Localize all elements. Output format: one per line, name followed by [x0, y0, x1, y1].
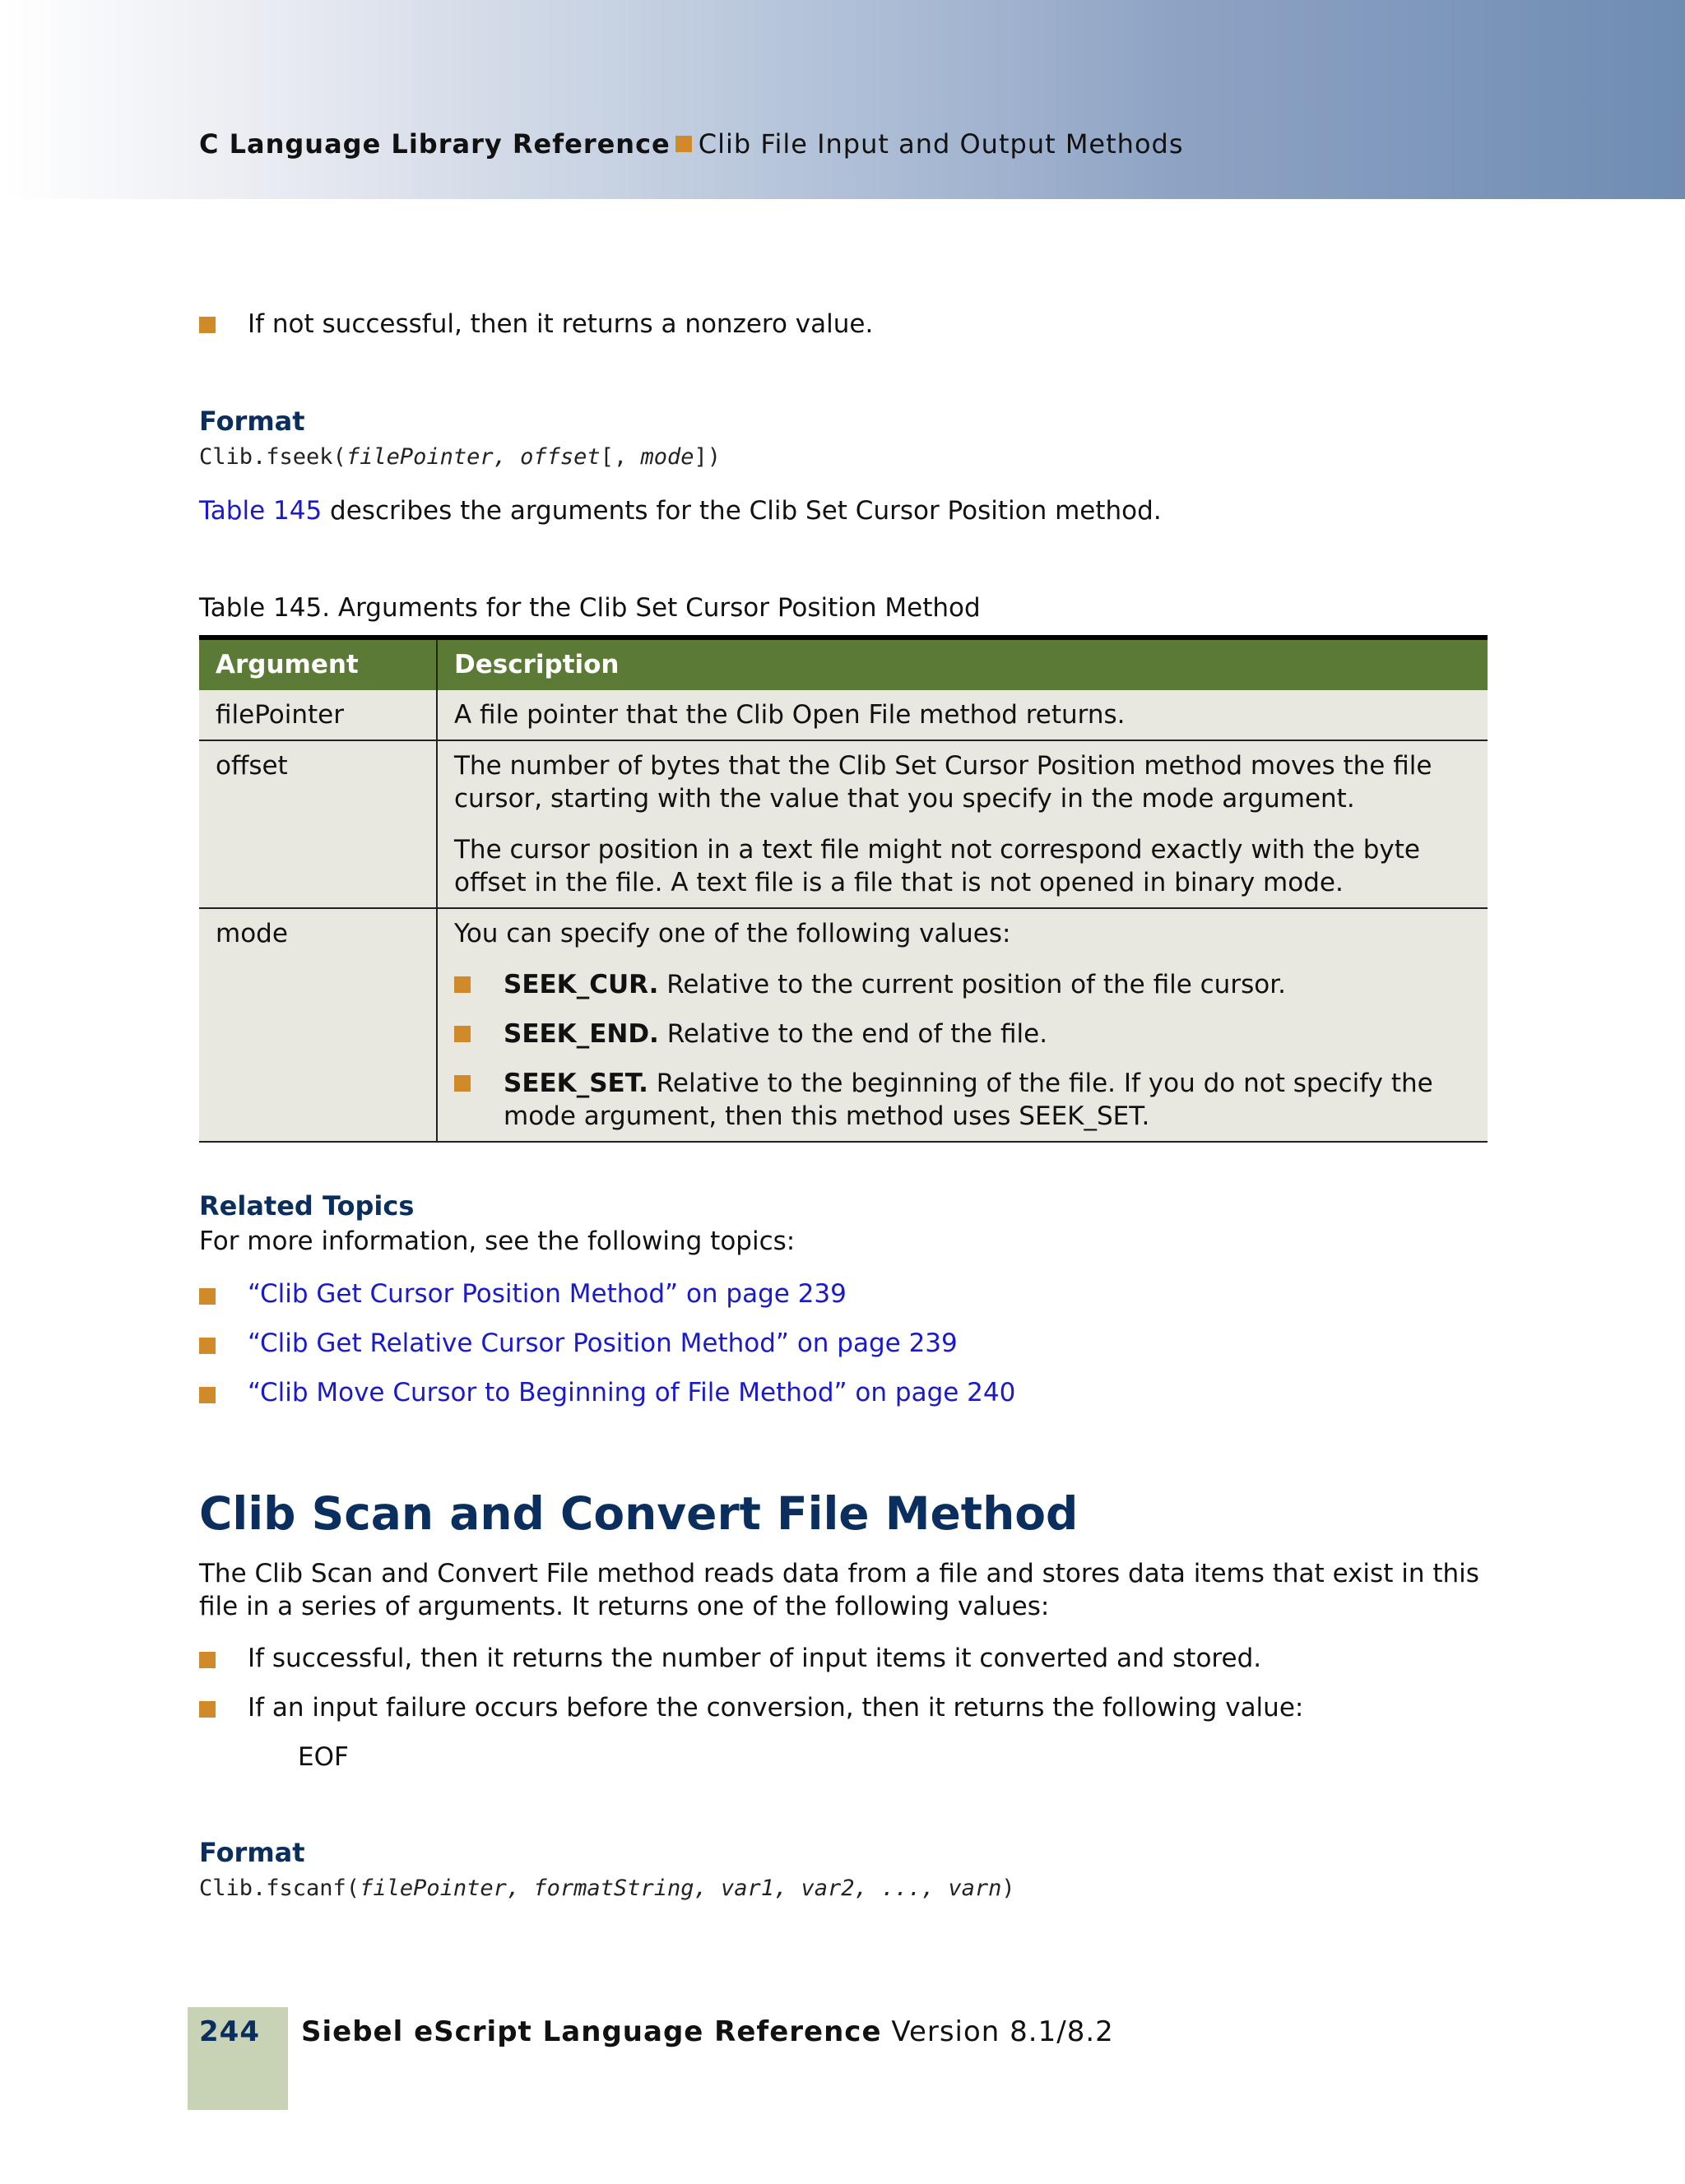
code-args: filePointer, offset [346, 444, 601, 470]
header-separator-icon [675, 136, 692, 152]
description-text: You can specify one of the following values: [454, 919, 1011, 948]
footer-book-title [301, 2015, 1114, 2048]
table-header-row [199, 638, 1488, 690]
bullet-square-icon [199, 1652, 216, 1668]
related-topics-heading: Related Topics [199, 1190, 415, 1222]
list-item [454, 968, 1471, 1001]
table-reference-text: describes the arguments for the Clib Set Cursor Position method. [322, 496, 1162, 526]
description-cell [437, 740, 1488, 908]
table-reference-sentence [199, 496, 1162, 526]
section-title: Clib Scan and Convert File Method [199, 1487, 1079, 1540]
bullet-square-icon [199, 1338, 216, 1354]
bullet-square-icon [454, 1075, 471, 1092]
list-item [454, 1018, 1471, 1050]
bullet-square-icon [199, 1701, 216, 1718]
book-title: Siebel eScript Language Reference [301, 2015, 882, 2048]
page-number: 244 [199, 2015, 260, 2048]
bullet-square-icon [199, 317, 216, 333]
format-heading: Format [199, 406, 305, 437]
section-paragraph-line: The Clib Scan and Convert File method reads data from a file and stores data items that exist in this [199, 1559, 1479, 1588]
description-text: The number of bytes that the Clib Set Cursor Position method moves the file cursor, starting with the value that you specify in the mode argument. [454, 751, 1432, 814]
code-close: ]) [694, 444, 721, 470]
table-145-link[interactable]: Table 145 [199, 496, 323, 526]
table-row [199, 908, 1488, 1142]
code-function: Clib.fscanf( [199, 1876, 360, 1901]
description-cell [437, 908, 1488, 1142]
argument-cell: mode [199, 908, 437, 1142]
table-row [199, 690, 1488, 740]
description-text: A file pointer that the Clib Open File method returns. [454, 700, 1126, 730]
return-value-bullet: If an input failure occurs before the conversion, then it returns the following value: [248, 1693, 1304, 1723]
section-paragraph-line: file in a series of arguments. It returns one of the following values: [199, 1592, 1050, 1621]
description-text: The cursor position in a text file might not correspond exactly with the byte offset in the file. A text file is a file that is not opened in binary mode. [454, 835, 1420, 897]
running-header [199, 128, 1184, 160]
code-bracket: [, [600, 444, 641, 470]
table-caption: Table 145. Arguments for the Clib Set Cursor Position Method [199, 593, 981, 623]
list-item [454, 1067, 1471, 1133]
code-mode-arg: mode [640, 444, 694, 470]
related-link[interactable]: “Clib Move Cursor to Beginning of File Method” on page 240 [248, 1378, 1016, 1407]
mode-values-list [454, 968, 1471, 1133]
format-code [199, 1876, 1015, 1901]
header-chapter: C Language Library Reference [199, 128, 671, 160]
header-section: Clib File Input and Output Methods [698, 128, 1184, 160]
related-link[interactable]: “Clib Get Relative Cursor Position Method” on page 239 [248, 1328, 958, 1358]
bullet-square-icon [199, 1387, 216, 1403]
table-row [199, 740, 1488, 908]
format-heading: Format [199, 1837, 305, 1868]
column-header-argument: Argument [199, 638, 437, 690]
description-cell [437, 690, 1488, 740]
column-header-description: Description [437, 638, 1488, 690]
value-description: Relative to the beginning of the file. If you do not specify the mode argument, then this method uses SEEK_SET. [504, 1069, 1433, 1131]
eof-value: EOF [298, 1742, 349, 1772]
code-function: Clib.fseek( [199, 444, 346, 470]
value-description: Relative to the current position of the file cursor. [658, 970, 1286, 999]
value-term: SEEK_CUR. [504, 970, 659, 999]
bullet-square-icon [199, 1288, 216, 1305]
bullet-square-icon [454, 976, 471, 993]
code-close: ) [1001, 1876, 1015, 1901]
argument-cell: offset [199, 740, 437, 908]
bullet-square-icon [454, 1026, 471, 1042]
value-term: SEEK_END. [504, 1019, 659, 1049]
intro-bullet-text: If not successful, then it returns a nonzero value. [248, 309, 874, 339]
arguments-table [199, 635, 1488, 1143]
related-link[interactable]: “Clib Get Cursor Position Method” on page 239 [248, 1279, 847, 1309]
value-term: SEEK_SET. [504, 1069, 648, 1098]
format-code [199, 444, 721, 470]
argument-cell: filePointer [199, 690, 437, 740]
book-version: Version 8.1/8.2 [891, 2015, 1114, 2048]
related-topics-intro: For more information, see the following topics: [199, 1226, 796, 1256]
return-value-bullet: If successful, then it returns the number of input items it converted and stored. [248, 1644, 1262, 1673]
value-description: Relative to the end of the file. [658, 1019, 1048, 1049]
page-header-banner [0, 0, 1685, 199]
code-args: filePointer, formatString, var1, var2, ..., varn [360, 1876, 1002, 1901]
